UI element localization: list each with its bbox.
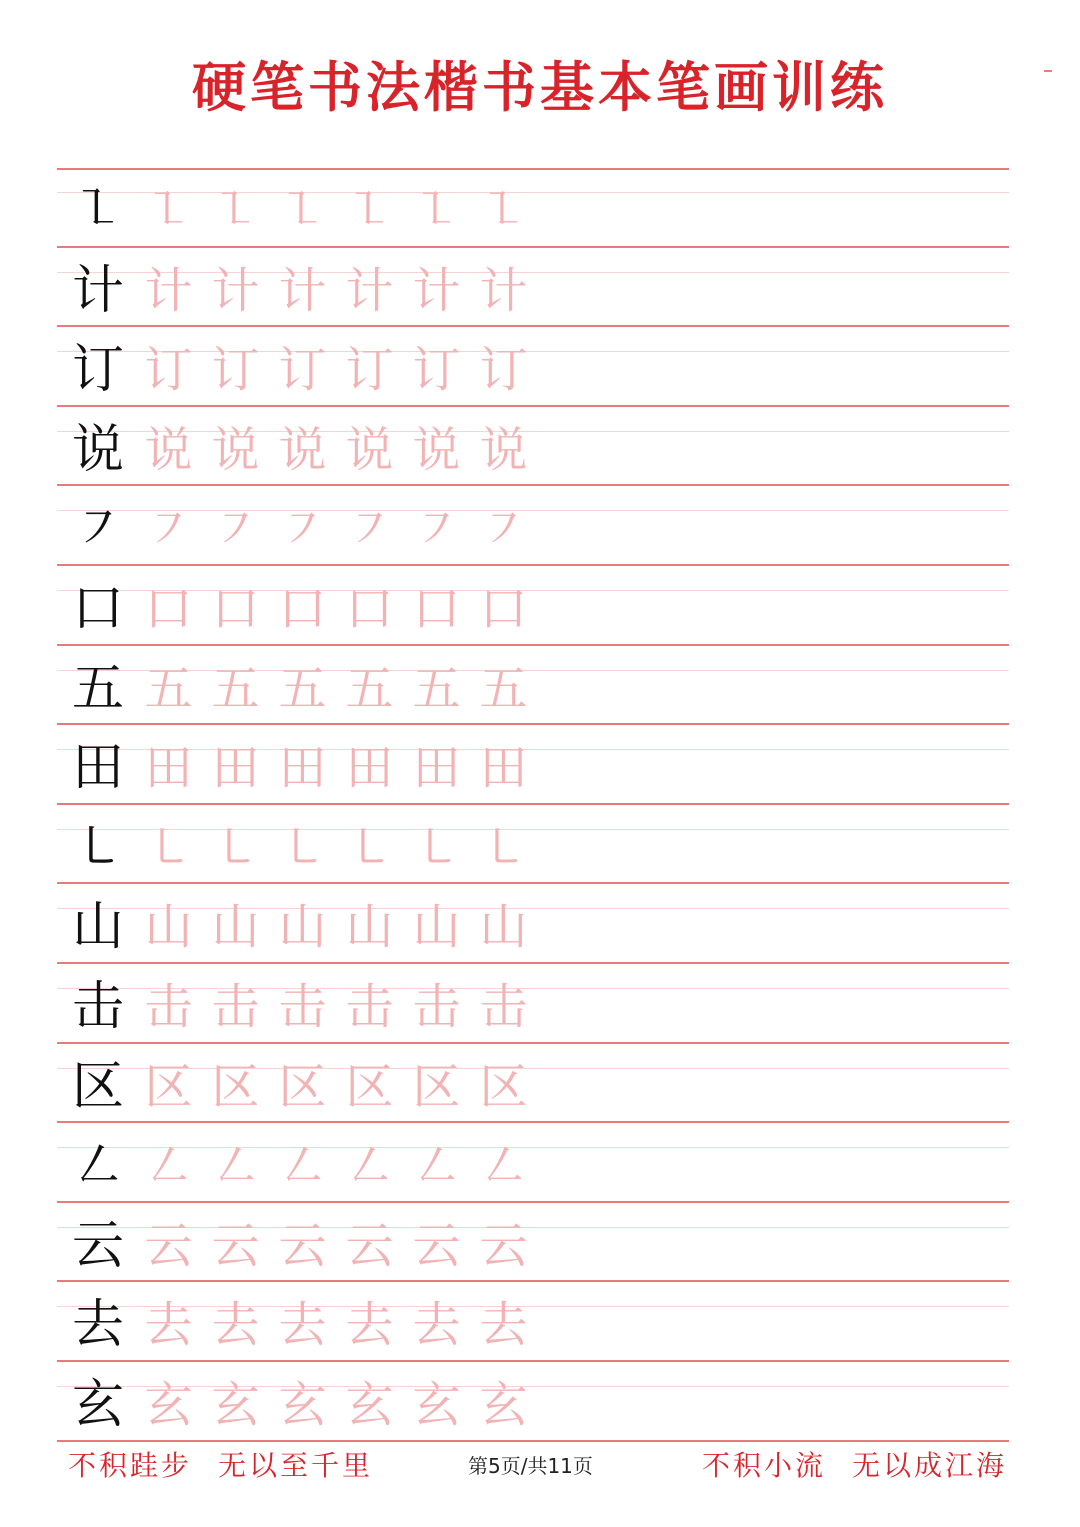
trace-character: 击 — [144, 978, 193, 1035]
trace-character: ㇄ — [412, 819, 461, 876]
page-title: 硬笔书法楷书基本笔画训练 — [192, 55, 888, 119]
trace-character: 说 — [211, 421, 260, 478]
practice-row — [57, 1203, 1009, 1283]
trace-character: 说 — [412, 421, 461, 478]
footer-motto-right-part2: 无以成江海 — [852, 1449, 1008, 1482]
trace-character: ㇅ — [345, 183, 394, 239]
trace-character: ㇇ — [479, 501, 528, 558]
model-character: ㇄ — [71, 817, 124, 878]
trace-character: 去 — [144, 1297, 193, 1354]
trace-group — [135, 894, 537, 960]
model-character: 云 — [71, 1215, 124, 1276]
trace-character: 口 — [412, 580, 461, 637]
trace-character: 区 — [144, 1058, 193, 1115]
trace-group — [135, 656, 537, 722]
trace-character: 击 — [412, 978, 461, 1035]
practice-row — [57, 1123, 1009, 1203]
trace-character: ㇄ — [479, 819, 528, 876]
practice-row — [57, 327, 1009, 407]
practice-row — [57, 1282, 1009, 1362]
trace-character: 去 — [412, 1297, 461, 1354]
trace-character: 说 — [278, 421, 327, 478]
trace-character: ㇜ — [144, 1138, 193, 1195]
practice-row — [57, 1044, 1009, 1124]
trace-character: 山 — [144, 899, 193, 956]
trace-character: 区 — [412, 1058, 461, 1115]
trace-character: ㇇ — [345, 501, 394, 558]
rule-line — [57, 1440, 1009, 1442]
model-character: ㇅ — [71, 181, 124, 241]
model-character: 计 — [71, 260, 124, 321]
trace-character: 五 — [412, 660, 461, 717]
trace-character: 山 — [345, 899, 394, 956]
trace-group — [135, 576, 537, 642]
trace-character: 田 — [412, 740, 461, 797]
practice-row — [57, 884, 1009, 964]
trace-character: 计 — [412, 262, 461, 319]
trace-group — [135, 258, 537, 324]
footer-motto-left — [68, 1446, 373, 1486]
trace-character: 玄 — [412, 1376, 461, 1433]
trace-character: 说 — [479, 421, 528, 478]
trace-character: ㇇ — [412, 501, 461, 558]
trace-character: 计 — [479, 262, 528, 319]
trace-character: 玄 — [278, 1376, 327, 1433]
trace-group — [135, 1292, 537, 1358]
trace-character: 去 — [479, 1297, 528, 1354]
trace-character: 击 — [278, 978, 327, 1035]
trace-group — [135, 815, 537, 881]
trace-character: 云 — [144, 1217, 193, 1274]
page-number: 第5页/共11页 — [468, 1454, 593, 1478]
footer-motto-right-part1: 不积小流 — [702, 1449, 827, 1482]
model-character: 去 — [71, 1295, 124, 1356]
practice-row — [57, 964, 1009, 1044]
trace-character: 说 — [144, 421, 193, 478]
practice-row — [57, 248, 1009, 328]
trace-character: 订 — [479, 342, 528, 399]
trace-character: 订 — [345, 342, 394, 399]
corner-mark — [1044, 70, 1052, 72]
trace-character: 田 — [479, 740, 528, 797]
practice-row — [57, 725, 1009, 805]
footer-motto-left-part2: 无以至千里 — [218, 1449, 374, 1482]
trace-character: 云 — [345, 1217, 394, 1274]
trace-character: 区 — [278, 1058, 327, 1115]
trace-character: ㇜ — [345, 1138, 394, 1195]
trace-character: 口 — [211, 580, 260, 637]
trace-character: 田 — [211, 740, 260, 797]
trace-group — [135, 417, 537, 483]
trace-character: 山 — [211, 899, 260, 956]
trace-group — [135, 974, 537, 1040]
practice-row — [57, 566, 1009, 646]
trace-character: ㇜ — [211, 1138, 260, 1195]
model-character: 五 — [71, 658, 124, 719]
trace-character: 去 — [211, 1297, 260, 1354]
model-character: 击 — [71, 976, 124, 1037]
trace-character: 山 — [412, 899, 461, 956]
footer-motto-left-part1: 不积跬步 — [68, 1449, 193, 1482]
trace-character: 田 — [345, 740, 394, 797]
trace-character: 山 — [278, 899, 327, 956]
practice-row — [57, 1362, 1009, 1442]
trace-character: 五 — [345, 660, 394, 717]
footer-motto-right — [702, 1446, 1007, 1486]
trace-character: 玄 — [211, 1376, 260, 1433]
trace-group — [135, 1372, 537, 1438]
trace-character: 订 — [211, 342, 260, 399]
trace-character: ㇅ — [211, 183, 260, 239]
trace-character: 击 — [211, 978, 260, 1035]
model-character: 说 — [71, 419, 124, 480]
model-character: 区 — [71, 1056, 124, 1117]
trace-character: 订 — [278, 342, 327, 399]
trace-character: 云 — [211, 1217, 260, 1274]
model-character: ㇜ — [71, 1136, 124, 1197]
trace-character: 云 — [278, 1217, 327, 1274]
model-character: 田 — [71, 738, 124, 799]
trace-character: ㇇ — [278, 501, 327, 558]
trace-character: ㇄ — [345, 819, 394, 876]
model-character: 口 — [71, 578, 124, 639]
trace-group — [135, 1054, 537, 1120]
trace-character: 区 — [479, 1058, 528, 1115]
practice-row — [57, 407, 1009, 487]
trace-character: ㇅ — [479, 183, 528, 239]
trace-character: 击 — [479, 978, 528, 1035]
trace-character: 口 — [345, 580, 394, 637]
model-character: 玄 — [71, 1374, 124, 1435]
trace-character: 山 — [479, 899, 528, 956]
trace-character: 计 — [278, 262, 327, 319]
trace-character: 口 — [278, 580, 327, 637]
trace-group — [135, 735, 537, 801]
trace-character: ㇜ — [412, 1138, 461, 1195]
model-character: 订 — [71, 340, 124, 401]
practice-row — [57, 805, 1009, 885]
practice-row — [57, 168, 1009, 248]
trace-character: 去 — [278, 1297, 327, 1354]
trace-character: ㇜ — [278, 1138, 327, 1195]
trace-character: 口 — [479, 580, 528, 637]
model-character: 山 — [71, 897, 124, 958]
trace-character: ㇄ — [278, 819, 327, 876]
trace-character: ㇄ — [144, 819, 193, 876]
trace-character: 田 — [278, 740, 327, 797]
trace-character: 区 — [211, 1058, 260, 1115]
trace-character: 区 — [345, 1058, 394, 1115]
trace-character: 云 — [412, 1217, 461, 1274]
model-character: ㇇ — [71, 499, 124, 560]
trace-group — [135, 337, 537, 403]
practice-row — [57, 646, 1009, 726]
trace-group — [135, 1133, 537, 1199]
trace-character: 玄 — [479, 1376, 528, 1433]
trace-character: 玄 — [144, 1376, 193, 1433]
trace-group — [135, 178, 537, 244]
trace-character: 计 — [144, 262, 193, 319]
practice-row — [57, 486, 1009, 566]
trace-character: ㇇ — [211, 501, 260, 558]
trace-character: ㇅ — [278, 183, 327, 239]
trace-character: ㇄ — [211, 819, 260, 876]
trace-character: 说 — [345, 421, 394, 478]
trace-character: 订 — [412, 342, 461, 399]
trace-character: 击 — [345, 978, 394, 1035]
trace-character: ㇅ — [144, 183, 193, 239]
trace-character: 云 — [479, 1217, 528, 1274]
practice-grid — [57, 168, 1009, 1442]
trace-character: 订 — [144, 342, 193, 399]
trace-character: 口 — [144, 580, 193, 637]
trace-group — [135, 496, 537, 562]
rule-line — [57, 168, 1009, 170]
trace-character: 五 — [278, 660, 327, 717]
trace-character: 五 — [211, 660, 260, 717]
trace-character: 玄 — [345, 1376, 394, 1433]
trace-character: 计 — [345, 262, 394, 319]
trace-character: 田 — [144, 740, 193, 797]
trace-character: ㇇ — [144, 501, 193, 558]
trace-character: 去 — [345, 1297, 394, 1354]
trace-group — [135, 1213, 537, 1279]
trace-character: ㇜ — [479, 1138, 528, 1195]
trace-character: 五 — [144, 660, 193, 717]
trace-character: 五 — [479, 660, 528, 717]
trace-character: 计 — [211, 262, 260, 319]
trace-character: ㇅ — [412, 183, 461, 239]
